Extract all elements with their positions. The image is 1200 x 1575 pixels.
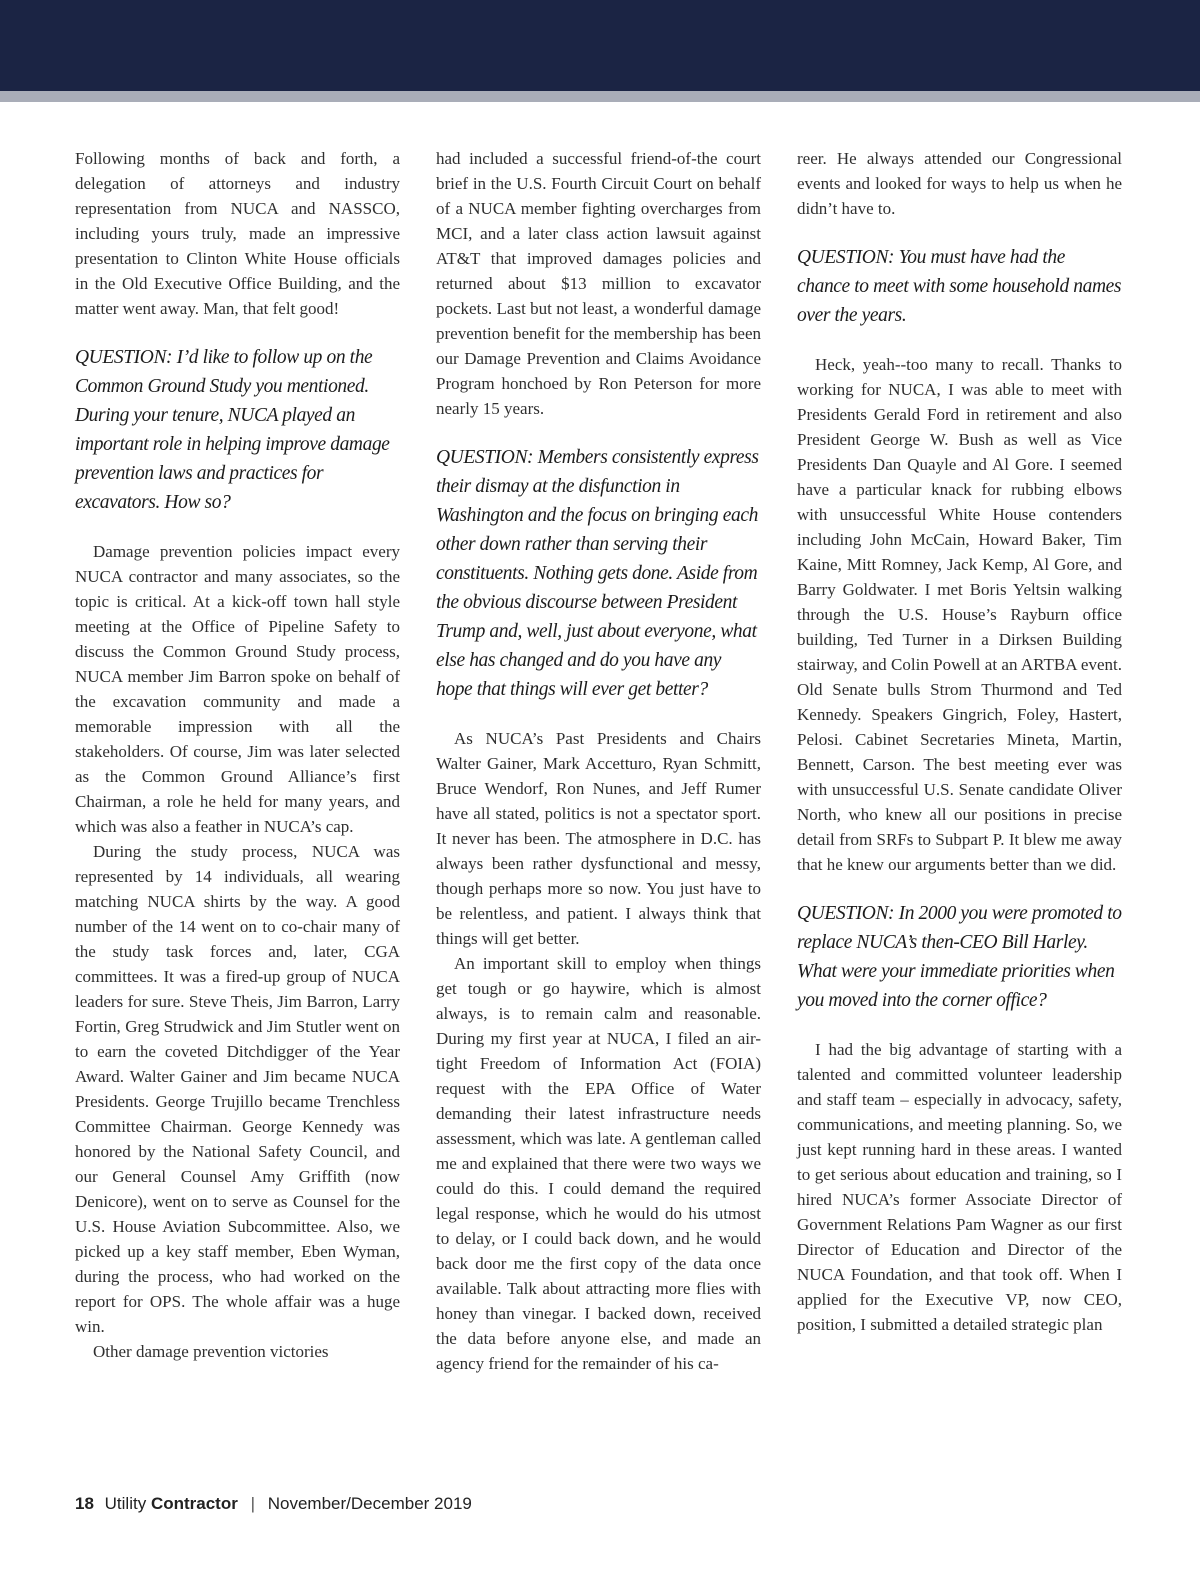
article-column-3 bbox=[797, 146, 1122, 1337]
paragraph: An important skill to employ when things get tough or go haywire, which is almost always, is to remain calm and reasonable. During my first year at NUCA, I filed an air-tight Freedom of Information Act (FOIA) request with the EPA Office of Water demanding their latest infrastructure needs assessment, which was late. A gentleman called me and explained that there were two ways we could do this. I could demand the required legal response, which he would do his utmost to delay, or I could back down, and he would back door me the first copy of the data once available. Talk about attracting more flies with honey than vinegar. I backed down, received the data before anyone else, and made an agency friend for the remainder of his ca- bbox=[436, 954, 761, 1373]
header-rule bbox=[0, 91, 1200, 102]
paragraph: Damage prevention policies impact every NUCA contractor and many associates, so the topic is critical. At a kick-off town hall style meeting at the Office of Pipeline Safety to discuss the Common Ground Study process, NUCA member Jim Barron spoke on behalf of the excavation community and made a memorable impression with all the stakeholders. Of course, Jim was later selected as the Common Ground Alliance’s first Chairman, a role he held for many years, and which was also a feather in NUCA’s cap. bbox=[75, 542, 400, 836]
paragraph: Following months of back and forth, a delegation of attorneys and industry representation from NUCA and NASSCO, including yours truly, made an impressive presentation to Clinton White House officials in the Old Executive Office Building, and the matter went away. Man, that felt good! bbox=[75, 149, 400, 318]
page-number: 18 bbox=[75, 1494, 94, 1513]
paragraph: reer. He always attended our Congressional events and looked for ways to help us when he didn’t have to. bbox=[797, 149, 1122, 218]
paragraph: I had the big advantage of starting with a talented and committed volunteer leadership and staff team – especially in advocacy, safety, communications, and meeting planning. So, we just kept running hard in these areas. I wanted to get serious about education and training, so I hired NUCA’s former Associate Director of Government Relations Pam Wagner as our first Director of Education and Director of the NUCA Foundation, and that took off. When I applied for the Executive VP, now CEO, position, I submitted a detailed strategic plan bbox=[797, 1040, 1122, 1334]
article-column-2 bbox=[436, 146, 761, 1376]
issue-date: November/December 2019 bbox=[267, 1494, 472, 1513]
paragraph: Other damage prevention victories bbox=[93, 1342, 329, 1361]
header-band bbox=[0, 0, 1200, 91]
interview-question: QUESTION: I’d like to follow up on the Common Ground Study you mentioned. During your tenure, NUCA played an important role in helping improve damage prevention laws and practices for excavators. How so? bbox=[75, 347, 390, 513]
paragraph: had included a successful friend-of-the court brief in the U.S. Fourth Circuit Court on behalf of a NUCA member fighting overcharges from MCI, and a later class action lawsuit against AT&T that improved damages policies and returned about $13 million to excavator pockets. Last but not least, a wonderful damage prevention benefit for the membership has been our Damage Prevention and Claims Avoidance Program honchoed by Ron Peterson for more nearly 15 years. bbox=[436, 149, 761, 418]
footer-separator: | bbox=[250, 1494, 256, 1513]
paragraph: During the study process, NUCA was represented by 14 individuals, all wearing matching NUCA shirts by the way. A good number of the 14 went on to co-chair many of the study task forces and, later, CGA committees. It was a fired-up group of NUCA leaders for sure. Steve Theis, Jim Barron, Larry Fortin, Greg Strudwick and Jim Stutler went on to earn the coveted Ditchdigger of the Year Award. Walter Gainer and Jim became NUCA Presidents. George Trujillo became Trenchless Committee Chairman. George Kennedy was honored by the National Safety Council, and our General Counsel Amy Griffith (now Denicore), went on to serve as Counsel for the U.S. House Aviation Subcommittee. Also, we picked up a key staff member, Eben Wyman, during the process, who had worked on the report for OPS. The whole affair was a huge win. bbox=[75, 842, 400, 1336]
interview-question: QUESTION: In 2000 you were promoted to replace NUCA’s then-CEO Bill Harley. What were your immediate priorities when you moved into the corner office? bbox=[797, 903, 1122, 1011]
interview-question: QUESTION: You must have had the chance to meet with some household names over the years. bbox=[797, 247, 1122, 326]
magazine-name-bold: Contractor bbox=[150, 1494, 238, 1513]
article-column-1 bbox=[75, 146, 400, 1364]
paragraph: As NUCA’s Past Presidents and Chairs Walter Gainer, Mark Accetturo, Ryan Schmitt, Bruce Wendorf, Ron Nunes, and Jeff Rumer have all stated, politics is not a spectator sport. It never has been. The atmosphere in D.C. has always been rather dysfunctional and messy, though perhaps more so now. You just have to be relentless, and patient. I always think that things will get better. bbox=[436, 729, 761, 948]
magazine-name-light: Utility bbox=[104, 1494, 147, 1513]
interview-question: QUESTION: Members consistently express their dismay at the disfunction in Washington and the focus on bringing each other down rather than serving their constituents. Nothing gets done. Aside from the obvious discourse between President Trump and, well, just about everyone, what else has changed and do you have any hope that things will ever get better? bbox=[436, 447, 759, 700]
page-footer bbox=[75, 1494, 472, 1514]
paragraph: Heck, yeah--too many to recall. Thanks to working for NUCA, I was able to meet with Presidents Gerald Ford in retirement and also President George W. Bush as well as Vice Presidents Dan Quayle and Al Gore. I seemed have a particular knack for rubbing elbows with unsuccessful White House contenders including John McCain, Howard Baker, Tim Kaine, Mitt Romney, Jack Kemp, Al Gore, and Barry Goldwater. I met Boris Yeltsin walking through the U.S. House’s Rayburn office building, Ted Turner in a Dirksen Building stairway, and Colin Powell at an ARTBA event. Old Senate bulls Strom Thurmond and Ted Kennedy. Speakers Gingrich, Foley, Hastert, Pelosi. Cabinet Secretaries Mineta, Martin, Bennett, Carson. The best meeting ever was with unsuccessful U.S. Senate candidate Oliver North, who knew all our positions in precise detail from SRFs to Subpart P. It blew me away that he knew our arguments better than we did. bbox=[797, 355, 1122, 874]
